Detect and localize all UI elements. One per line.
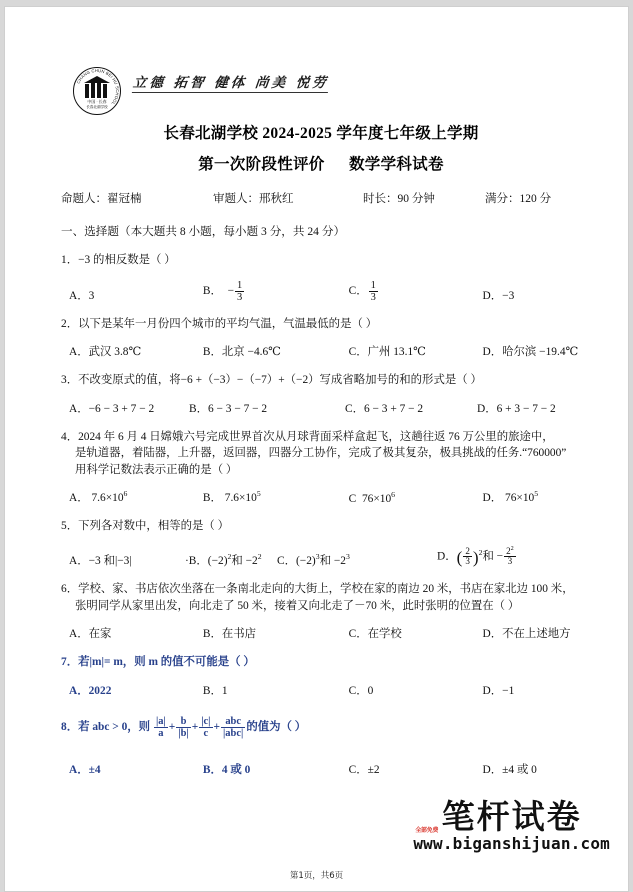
question-4-stem [61,429,581,479]
option-1-a-label: A． [69,289,89,302]
question-4-stem-line3: 用科学记数法表示正确的是（ ） [75,463,238,476]
question-8-stem-suffix: 的值为（ ） [246,720,307,733]
option-8-c: C．±2 [348,763,380,776]
question-4-stem-line2: 是轨道器，着陆器，上升器，返回器，四器分工协作，完成了极其复杂，极具挑战的任务.“760000” [75,447,567,460]
question-8-stem-prefix: 8．若 abc > 0，则 [61,720,151,733]
option-5-c-mid: 和 −2 [319,555,346,568]
option-7-d: D．−1 [482,684,515,697]
option-4-b-label: B． [202,492,222,505]
fraction-denominator: 3 [370,291,376,303]
logo-emblem-bar [97,79,101,98]
fraction-numerator: |a| [155,715,166,727]
option-1-a [69,287,203,303]
meta-author: 命题人：翟冠楠 [61,193,142,205]
page-footer: 第1页，共6页 [289,871,344,881]
option-5-b [185,552,277,568]
school-logo-icon [71,67,127,119]
page-content [61,59,581,777]
option-1-b-sign: − [227,284,235,297]
question-5-stem: 5．下列各对数中，相等的是（ ） [61,520,230,533]
option-4-d-label: D． [482,492,503,505]
option-4-b [203,489,349,505]
option-4-a [69,489,203,505]
watermark-url: www.biganshijuan.com [413,834,610,853]
fraction-numerator: |c| [201,715,211,727]
question-8-fraction-4 [221,716,245,739]
question-8-fraction-3 [199,716,212,739]
option-4-d-mantissa: 76×10 [505,492,535,505]
logo-emblem-bar [85,84,89,98]
question-6-options [61,625,581,641]
logo-subtitle-1: 中国 · 长春 [87,99,107,104]
question-8-options [61,761,581,777]
option-4-b-exponent: 5 [256,489,261,499]
option-4-d-exponent: 5 [534,489,539,499]
question-1-stem: 1．−3 的相反数是（ ） [61,254,176,266]
school-motto: 立德 拓智 健体 尚美 悦劳 [132,71,330,93]
option-3-b: B．6 − 3 − 7 − 2 [189,402,268,415]
option-5-d-fraction-1 [463,547,472,567]
fraction-numerator-base: 2 [506,545,511,556]
option-1-c-fraction [369,280,378,303]
option-5-c-prefix: C．(−2) [277,555,316,568]
paren-open: ( [456,548,463,568]
question-8-fraction-2 [176,716,190,739]
meta-duration: 时长：90 分钟 [363,193,435,205]
exam-title-part-b: 数学学科试卷 [348,156,444,173]
option-5-b-prefix: ·B．(−2) [185,555,228,568]
option-5-d-exponent: 2 [478,547,483,557]
logo-subtitle-2: 长春北湖学校 [86,105,108,109]
fraction-denominator: a [158,727,164,739]
option-2-a: A．武汉 3.8℃ [69,346,142,359]
question-1-options [61,280,581,303]
question-4-options [61,489,581,505]
fraction-numerator: 1 [370,279,376,291]
exam-title-part-a: 第一次阶段性评价 [198,156,325,173]
section-heading-choice: 一、选择题（本大题共 8 小题，每小题 3 分，共 24 分） [61,225,346,238]
option-1-b-fraction [235,280,244,303]
option-4-c-exponent: 6 [391,490,396,500]
option-4-a-exponent: 6 [123,489,128,499]
option-5-c-exp2: 3 [345,552,350,562]
option-1-d [483,287,581,303]
question-5-options [61,546,581,568]
option-5-b-exp2: 2 [257,552,262,562]
exam-meta-row [61,190,581,206]
logo-emblem [84,76,110,98]
exam-title-line1: 长春北湖学校 2024-2025 学年度七年级上学期 [163,125,479,142]
option-5-d-label: D． [437,550,457,563]
watermark-brand: 笔杆试卷 [441,797,582,836]
option-5-d-fraction-2 [504,546,516,567]
fraction-denominator: 3 [237,291,243,303]
question-6-stem-line1: 6．学校、家、书店依次坐落在一条南北走向的大街上，学校在家的南边 20 米，书店在家北边 100 米， [61,583,574,596]
option-6-a: A．在家 [69,628,112,641]
question-6-stem [61,581,581,614]
option-4-c-mantissa: 76×10 [361,493,392,506]
option-1-d-value: −3 [502,289,515,302]
question-4-stem-line1: 4．2024 年 6 月 4 日嫦娥六号完成世界首次从月球背面采样盒起飞，这趟往返 76 万公里的旅途中， [61,430,554,443]
option-4-c [349,490,483,505]
question-2-stem: 2．以下是某年一月份四个城市的平均气温，气温最低的是（ ） [61,317,378,330]
option-1-c [349,280,483,303]
option-6-c: C．在学校 [348,628,402,641]
logo-emblem-bar [91,79,95,98]
option-5-d [437,546,547,568]
option-8-d: D．±4 或 0 [482,763,537,776]
option-6-b: B．在书店 [202,628,257,641]
option-2-c: C．广州 13.1℃ [348,346,426,359]
fraction-denominator: 3 [507,556,513,567]
masthead [61,59,581,117]
question-2-options [61,343,581,359]
paren-close: ) [472,548,479,568]
option-1-c-label: C． [348,284,368,297]
option-4-a-mantissa: 7.6×10 [91,492,124,505]
option-3-c: C．6 − 3 + 7 − 2 [345,402,424,415]
option-1-b [203,280,349,303]
logo-ring-label: CHANG CHUN BEI HU SCHOOL [75,67,121,107]
question-7-options [61,682,581,698]
fraction-denominator: 3 [465,556,470,567]
option-3-d: D．6 + 3 − 7 − 2 [477,402,556,415]
question-6-stem-line2: 张明同学从家里出发，向北走了 50 米，接着又向北走了－70 米，此时张明的位置在（ ） [75,599,520,612]
fraction-numerator: b [176,716,190,728]
fraction-denominator: |b| [178,727,189,739]
option-4-a-label: A． [69,492,89,505]
exam-title-line2 [61,152,581,174]
exam-page [4,6,629,892]
option-1-a-value: 3 [88,289,95,302]
fraction-denominator: c [203,727,209,739]
watermark [413,797,610,853]
option-7-c: C．0 [348,684,374,697]
option-4-b-mantissa: 7.6×10 [224,492,257,505]
option-3-a: A．−6 − 3 + 7 − 2 [69,402,155,415]
option-8-b: B．4 或 0 [202,763,251,776]
option-6-d: D．不在上述地方 [482,628,571,641]
option-5-b-exp1: 2 [227,552,232,562]
logo-emblem-bar [103,84,107,98]
option-5-a: A．−3 和|−3| [69,555,132,568]
option-1-b-label: B． [202,284,222,297]
question-8-stem: 8．若 abc > 0，则 $\frac{|a|}{a}$ + $\frac{b}{|b|}$ + $\frac{|c|}{c}$ + $\frac{\text{abc}}{\text{|abc|}}$ 的值为（ ） [61,715,307,739]
fraction-numerator: 2 [465,545,470,556]
fraction-denominator: |abc| [223,727,244,739]
question-3-stem: 3．不改变原式的值，将−6 +（−3）−（−7）+（−2）写成省略加号的和的形式是（ ） [61,374,482,387]
option-2-d: D．哈尔滨 −19.4℃ [482,346,579,359]
option-7-a: A．2022 [69,684,112,697]
option-4-d [483,489,581,505]
meta-total-score: 满分：120 分 [485,193,552,205]
option-5-c-exp1: 3 [315,552,320,562]
option-5-b-mid: 和 −2 [231,555,258,568]
option-4-c-label: C [348,493,357,506]
option-5-d-mid: 和 − [482,550,504,563]
fraction-numerator-exponent: 2 [510,544,514,552]
meta-reviewer: 审题人：邢秋红 [213,193,294,205]
watermark-free-badge: 全部免费 [415,827,439,834]
option-2-b: B．北京 −4.6℃ [202,346,281,359]
option-5-c [277,552,437,568]
option-1-d-label: D． [482,289,503,302]
fraction-numerator: 1 [237,279,243,291]
option-8-a: A．±4 [69,763,101,776]
question-7-stem: 7．若|m|= m，则 m 的值不可能是（ ） [61,656,255,669]
question-3-options [61,400,581,416]
option-7-b: B．1 [202,684,228,697]
fraction-numerator: abc [221,716,245,728]
question-8-fraction-1 [154,716,168,739]
